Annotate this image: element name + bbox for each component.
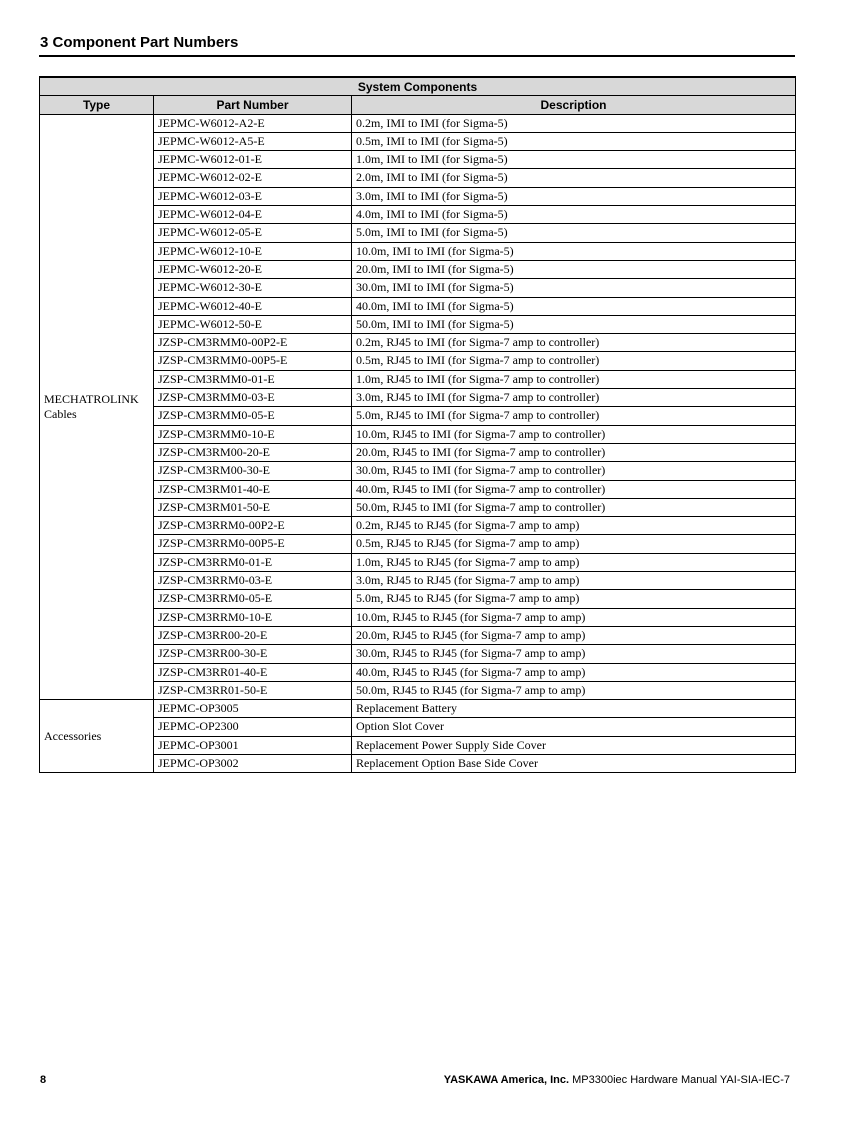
table-row [40,260,796,278]
description-cell: 30.0m, IMI to IMI (for Sigma-5) [352,279,796,297]
table-row [40,498,796,516]
part-number-cell: JZSP-CM3RRM0-10-E [154,608,352,626]
part-number-cell: JEPMC-W6012-20-E [154,260,352,278]
description-cell: 0.2m, IMI to IMI (for Sigma-5) [352,114,796,132]
table-row [40,754,796,772]
description-cell: Replacement Option Base Side Cover [352,754,796,772]
description-cell: 40.0m, IMI to IMI (for Sigma-5) [352,297,796,315]
table-body [40,114,796,773]
table-row [40,114,796,132]
part-number-cell: JZSP-CM3RMM0-00P5-E [154,352,352,370]
description-cell: 0.2m, RJ45 to RJ45 (for Sigma-7 amp to amp) [352,517,796,535]
type-label-line: Accessories [44,728,102,743]
description-cell: Option Slot Cover [352,718,796,736]
part-number-cell: JZSP-CM3RMM0-05-E [154,407,352,425]
description-cell: 0.2m, RJ45 to IMI (for Sigma-7 amp to controller) [352,334,796,352]
part-number-cell: JEPMC-OP2300 [154,718,352,736]
table-row [40,590,796,608]
table-row [40,663,796,681]
part-number-cell: JEPMC-OP3002 [154,754,352,772]
table-row [40,334,796,352]
part-number-cell: JEPMC-W6012-04-E [154,206,352,224]
table-row [40,608,796,626]
table-row [40,297,796,315]
part-number-cell: JEPMC-W6012-A5-E [154,132,352,150]
footer-manual-info [444,1074,790,1086]
part-number-cell: JEPMC-W6012-01-E [154,151,352,169]
section-title: 3 Component Part Numbers [40,34,239,51]
description-cell: 1.0m, RJ45 to IMI (for Sigma-7 amp to controller) [352,370,796,388]
part-number-cell: JZSP-CM3RR01-40-E [154,663,352,681]
description-cell: 2.0m, IMI to IMI (for Sigma-5) [352,169,796,187]
type-cell [40,700,154,773]
description-cell: 0.5m, RJ45 to IMI (for Sigma-7 amp to controller) [352,352,796,370]
part-number-cell: JZSP-CM3RMM0-10-E [154,425,352,443]
description-cell: 40.0m, RJ45 to IMI (for Sigma-7 amp to controller) [352,480,796,498]
description-cell: 1.0m, IMI to IMI (for Sigma-5) [352,151,796,169]
part-number-cell: JEPMC-W6012-50-E [154,315,352,333]
table-row [40,352,796,370]
part-number-cell: JZSP-CM3RRM0-05-E [154,590,352,608]
table-row [40,572,796,590]
part-number-cell: JEPMC-W6012-02-E [154,169,352,187]
description-cell: 3.0m, RJ45 to RJ45 (for Sigma-7 amp to amp) [352,572,796,590]
description-cell: 30.0m, RJ45 to IMI (for Sigma-7 amp to controller) [352,462,796,480]
description-cell: Replacement Power Supply Side Cover [352,736,796,754]
description-cell: Replacement Battery [352,700,796,718]
table-row [40,206,796,224]
table-row [40,626,796,644]
table-row [40,187,796,205]
column-header-description: Description [352,96,796,114]
table-row [40,389,796,407]
part-number-cell: JZSP-CM3RRM0-00P5-E [154,535,352,553]
description-cell: 20.0m, IMI to IMI (for Sigma-5) [352,260,796,278]
type-label-line: MECHATROLINK [44,391,139,406]
description-cell: 4.0m, IMI to IMI (for Sigma-5) [352,206,796,224]
table-row [40,370,796,388]
table-row [40,553,796,571]
description-cell: 5.0m, IMI to IMI (for Sigma-5) [352,224,796,242]
part-number-cell: JZSP-CM3RRM0-00P2-E [154,517,352,535]
part-number-cell: JEPMC-W6012-10-E [154,242,352,260]
part-number-cell: JEPMC-W6012-30-E [154,279,352,297]
table-row [40,700,796,718]
footer-company: YASKAWA America, Inc. [443,1074,570,1086]
part-number-cell: JZSP-CM3RM00-30-E [154,462,352,480]
description-cell: 10.0m, RJ45 to IMI (for Sigma-7 amp to controller) [352,425,796,443]
part-number-cell: JEPMC-OP3001 [154,736,352,754]
part-number-cell: JEPMC-W6012-03-E [154,187,352,205]
part-number-cell: JZSP-CM3RRM0-01-E [154,553,352,571]
table-row [40,681,796,699]
description-cell: 20.0m, RJ45 to IMI (for Sigma-7 amp to controller) [352,443,796,461]
table-row [40,736,796,754]
description-cell: 30.0m, RJ45 to RJ45 (for Sigma-7 amp to amp) [352,645,796,663]
part-number-cell: JZSP-CM3RM00-20-E [154,443,352,461]
part-number-cell: JZSP-CM3RR00-20-E [154,626,352,644]
column-header-type: Type [40,96,154,114]
part-number-cell: JEPMC-OP3005 [154,700,352,718]
table-row [40,279,796,297]
table-caption: System Components [40,77,796,96]
table-row [40,480,796,498]
description-cell: 3.0m, IMI to IMI (for Sigma-5) [352,187,796,205]
description-cell: 0.5m, IMI to IMI (for Sigma-5) [352,132,796,150]
page-number: 8 [40,1074,47,1086]
part-number-cell: JZSP-CM3RRM0-03-E [154,572,352,590]
table-row [40,132,796,150]
table-row [40,462,796,480]
table-row [40,242,796,260]
description-cell: 0.5m, RJ45 to RJ45 (for Sigma-7 amp to amp) [352,535,796,553]
part-number-cell: JZSP-CM3RM01-50-E [154,498,352,516]
table-row [40,645,796,663]
part-number-cell: JEPMC-W6012-40-E [154,297,352,315]
part-number-cell: JEPMC-W6012-A2-E [154,114,352,132]
table-row [40,443,796,461]
part-number-cell: JZSP-CM3RR00-30-E [154,645,352,663]
table-row [40,151,796,169]
description-cell: 40.0m, RJ45 to RJ45 (for Sigma-7 amp to amp) [352,663,796,681]
description-cell: 10.0m, RJ45 to RJ45 (for Sigma-7 amp to amp) [352,608,796,626]
description-cell: 50.0m, RJ45 to RJ45 (for Sigma-7 amp to amp) [352,681,796,699]
description-cell: 20.0m, RJ45 to RJ45 (for Sigma-7 amp to amp) [352,626,796,644]
type-label-line: Cables [44,406,77,421]
section-divider [39,55,795,57]
table-row [40,315,796,333]
footer-manual-title: MP3300iec Hardware Manual YAI-SIA-IEC-7 [572,1074,790,1086]
part-number-cell: JZSP-CM3RMM0-00P2-E [154,334,352,352]
description-cell: 3.0m, RJ45 to IMI (for Sigma-7 amp to controller) [352,389,796,407]
description-cell: 50.0m, RJ45 to IMI (for Sigma-7 amp to controller) [352,498,796,516]
table-row [40,169,796,187]
part-number-cell: JZSP-CM3RMM0-03-E [154,389,352,407]
system-components-table [39,76,796,773]
description-cell: 1.0m, RJ45 to RJ45 (for Sigma-7 amp to amp) [352,553,796,571]
table-row [40,407,796,425]
description-cell: 5.0m, RJ45 to IMI (for Sigma-7 amp to controller) [352,407,796,425]
column-header-part-number: Part Number [154,96,352,114]
description-cell: 5.0m, RJ45 to RJ45 (for Sigma-7 amp to amp) [352,590,796,608]
description-cell: 10.0m, IMI to IMI (for Sigma-5) [352,242,796,260]
table-row [40,718,796,736]
part-number-cell: JEPMC-W6012-05-E [154,224,352,242]
table-row [40,224,796,242]
part-number-cell: JZSP-CM3RR01-50-E [154,681,352,699]
table-row [40,425,796,443]
table-row [40,535,796,553]
part-number-cell: JZSP-CM3RMM0-01-E [154,370,352,388]
table-row [40,517,796,535]
type-cell [40,114,154,700]
description-cell: 50.0m, IMI to IMI (for Sigma-5) [352,315,796,333]
part-number-cell: JZSP-CM3RM01-40-E [154,480,352,498]
